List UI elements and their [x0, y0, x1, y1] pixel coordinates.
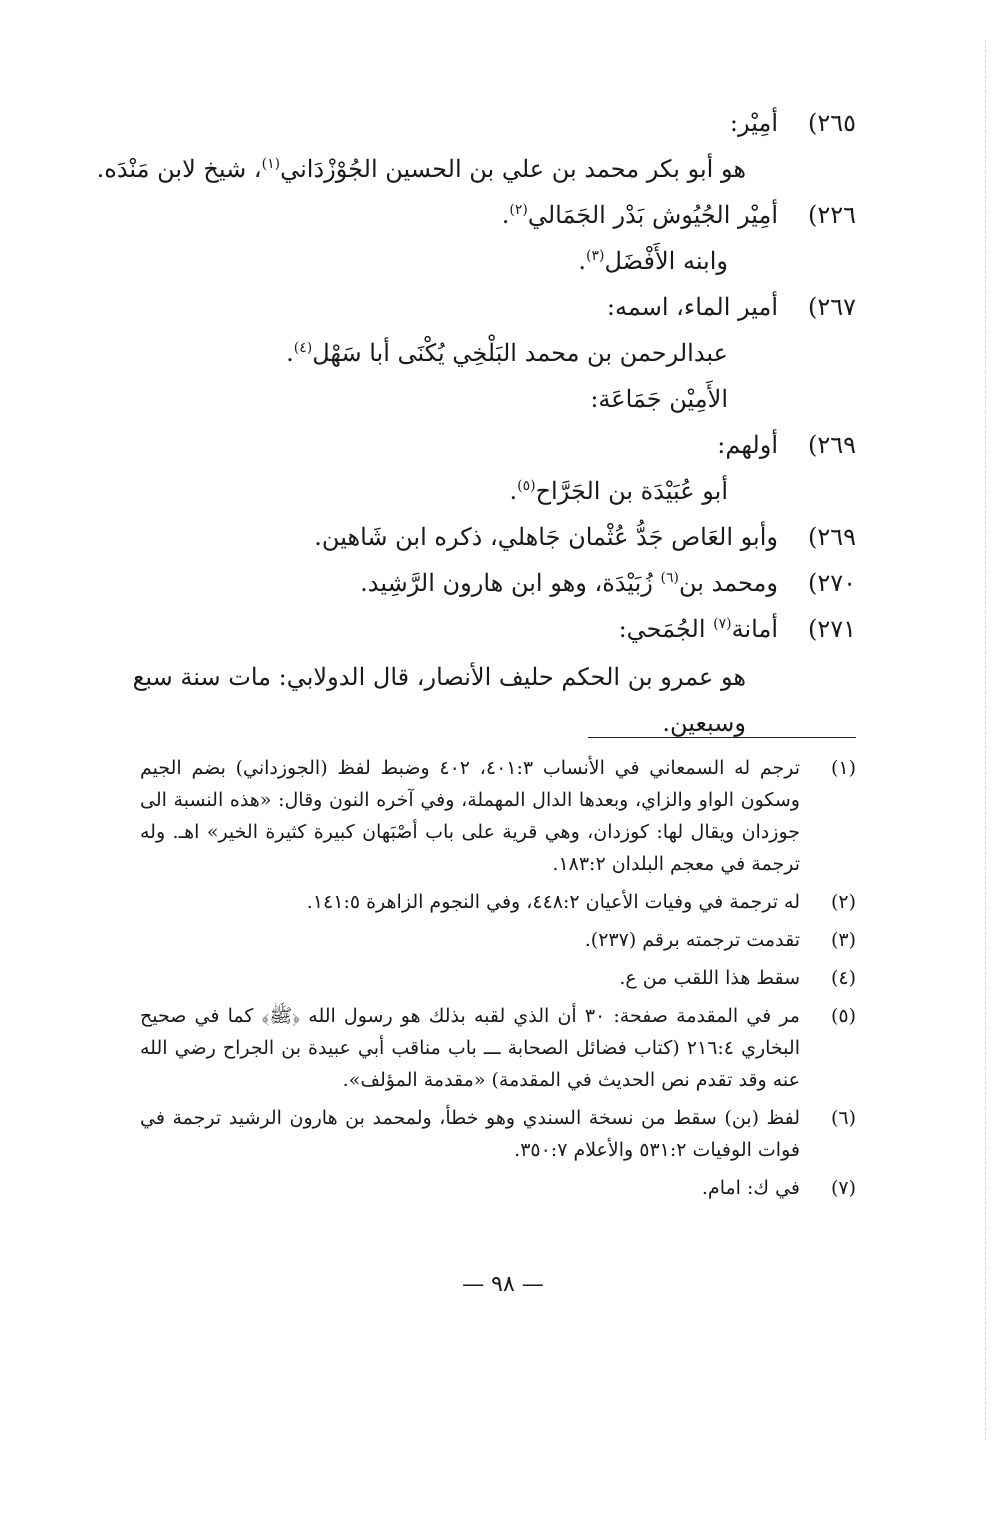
entry-text: عبدالرحمن بن محمد البَلْخِي يُكْنَى أبا سَهْل — [312, 339, 728, 367]
entry-text: أمِيْر: — [729, 109, 778, 137]
footnote-text: لفظ (بن) سقط من نسخة السندي وهو خطأ، ولمحمد بن هارون الرشيد ترجمة في فوات الوفيات ٥٣١:٢ والأعلام ٣٥٠:٧. — [140, 1107, 800, 1161]
entry-line — [96, 146, 856, 192]
footnote-ref[interactable]: (٥) — [517, 478, 536, 494]
entry-line — [140, 376, 856, 422]
entry-text: أمير الماء، اسمه: — [606, 293, 778, 321]
footnote-number: (٣) — [830, 929, 856, 951]
footnote-ref[interactable]: (٧) — [713, 616, 732, 632]
entry-text-after: . — [501, 201, 510, 229]
entry-number: ٢٦٩) — [807, 431, 856, 459]
entry-text: وسبعين. — [662, 709, 746, 737]
footnote-ref[interactable]: (٣) — [586, 248, 605, 264]
footnote-text: في ك: امام. — [701, 1177, 800, 1199]
footnote-ref[interactable]: (١) — [261, 156, 281, 172]
main-text — [96, 100, 856, 746]
entry-line — [132, 654, 856, 700]
entry-text: أبو عُبَيْدَة بن الجَرَّاح — [535, 477, 728, 505]
entry-number: ٢٧١) — [807, 615, 856, 643]
entry-text-after: . — [509, 477, 518, 505]
footnote-text: ترجم له السمعاني في الأنساب ٤٠١:٣، ٤٠٢ وضبط لفظ (الجوزداني) بضم الجيم وسكون الواو والزاي، وبعدها الدال المهملة، وفي آخره النون وقال: «هذه النسبة الى جوزدان ويقال لها: كوزدان، وهي قرية على باب أصْبَهان كبيرة كثيرة الخير» اهـ. وله ترجمة في معجم البلدان ١٨٣:٢. — [140, 757, 801, 875]
entry-text-after: الجُمَحي: — [618, 615, 714, 643]
footnote-ref[interactable]: (٢) — [509, 202, 528, 218]
entry-text: هو أبو بكر محمد بن علي بن الحسين الجُوْزْدَاني — [280, 155, 746, 183]
footnote — [140, 1000, 856, 1096]
footnote-number: (٦) — [830, 1107, 856, 1129]
entry-line — [140, 284, 856, 330]
footnote — [140, 924, 856, 956]
entry-text-after: . — [286, 339, 294, 367]
entry-text-after: . — [578, 247, 587, 275]
footnote — [140, 1172, 856, 1204]
entry-number: ٢٦٧) — [807, 293, 856, 321]
entry-line — [140, 100, 856, 146]
entry-text: أمِيْر الجُيُوش بَدْر الجَمَالي — [527, 201, 778, 229]
footnote-ref[interactable]: (٦) — [660, 570, 679, 586]
page-edge-line — [985, 40, 986, 1440]
footnote-number: (٥) — [830, 1005, 856, 1027]
footnote — [140, 886, 856, 918]
page-number: — ٩٨ — — [462, 1272, 544, 1297]
footnote — [140, 1102, 856, 1166]
entry-line — [140, 700, 856, 746]
entry-text: الأَمِيْن جَمَاعَة: — [590, 385, 728, 413]
footnote-text: مر في المقدمة صفحة: ٣٠ أن الذي لقبه بذلك هو رسول الله ﴿ﷺ﴾ كما في صحيح البخاري ٢١٦:٤ (كتاب فضائل الصحابة ـــ باب مناقب أبي عبيدة بن الجراح رضي الله عنه وقد تقدم نص الحديث في المقدمة) «مقدمة المؤلف». — [140, 1005, 800, 1091]
footnote — [140, 962, 856, 994]
entry-line — [140, 192, 856, 238]
entry-line — [140, 606, 856, 652]
footnotes — [140, 752, 856, 1210]
footnote-number: (٤) — [830, 967, 856, 989]
footnote-number: (٧) — [830, 1177, 856, 1199]
entry-text-after: زُبَيْدَة، وهو ابن هارون الرَّشِيد. — [360, 569, 661, 597]
entry-text: أولهم: — [717, 431, 778, 459]
entry-number: ٢٢٦) — [807, 201, 856, 229]
entry-line — [140, 238, 856, 284]
entry-number: ٢٧٠) — [807, 569, 856, 597]
footnote-text: سقط هذا اللقب من ع. — [619, 967, 800, 989]
footnote-ref[interactable]: (٤) — [293, 340, 313, 356]
entry-number: ٢٦٩) — [807, 523, 856, 551]
entry-number: ٢٦٥) — [807, 109, 856, 137]
entry-text: هو عمرو بن الحكم حليف الأنصار، قال الدولابي: مات سنة سبع — [132, 663, 746, 691]
entry-line — [140, 514, 856, 560]
entry-text: أمانة — [731, 615, 778, 643]
entry-line — [140, 468, 856, 514]
entry-line — [140, 560, 856, 606]
entry-text: وابنه الأَفْضَل — [604, 247, 728, 275]
footnote-text: تقدمت ترجمته برقم (٢٣٧). — [584, 929, 800, 951]
footnote-separator — [588, 737, 856, 738]
entry-text-after: ، شيخ لابن مَنْدَه. — [96, 155, 262, 183]
footnote-number: (٢) — [830, 891, 856, 913]
entry-text: ومحمد بن — [679, 569, 778, 597]
entry-text: وأبو العَاص جَدُّ عُثْمان جَاهلي، ذكره ابن شَاهين. — [314, 523, 778, 551]
footnote-text: له ترجمة في وفيات الأعيان ٤٤٨:٢، وفي النجوم الزاهرة ١٤١:٥. — [306, 891, 800, 913]
footnote-number: (١) — [830, 757, 856, 779]
entry-line — [140, 422, 856, 468]
entry-line — [140, 330, 856, 376]
footnote — [140, 752, 856, 880]
